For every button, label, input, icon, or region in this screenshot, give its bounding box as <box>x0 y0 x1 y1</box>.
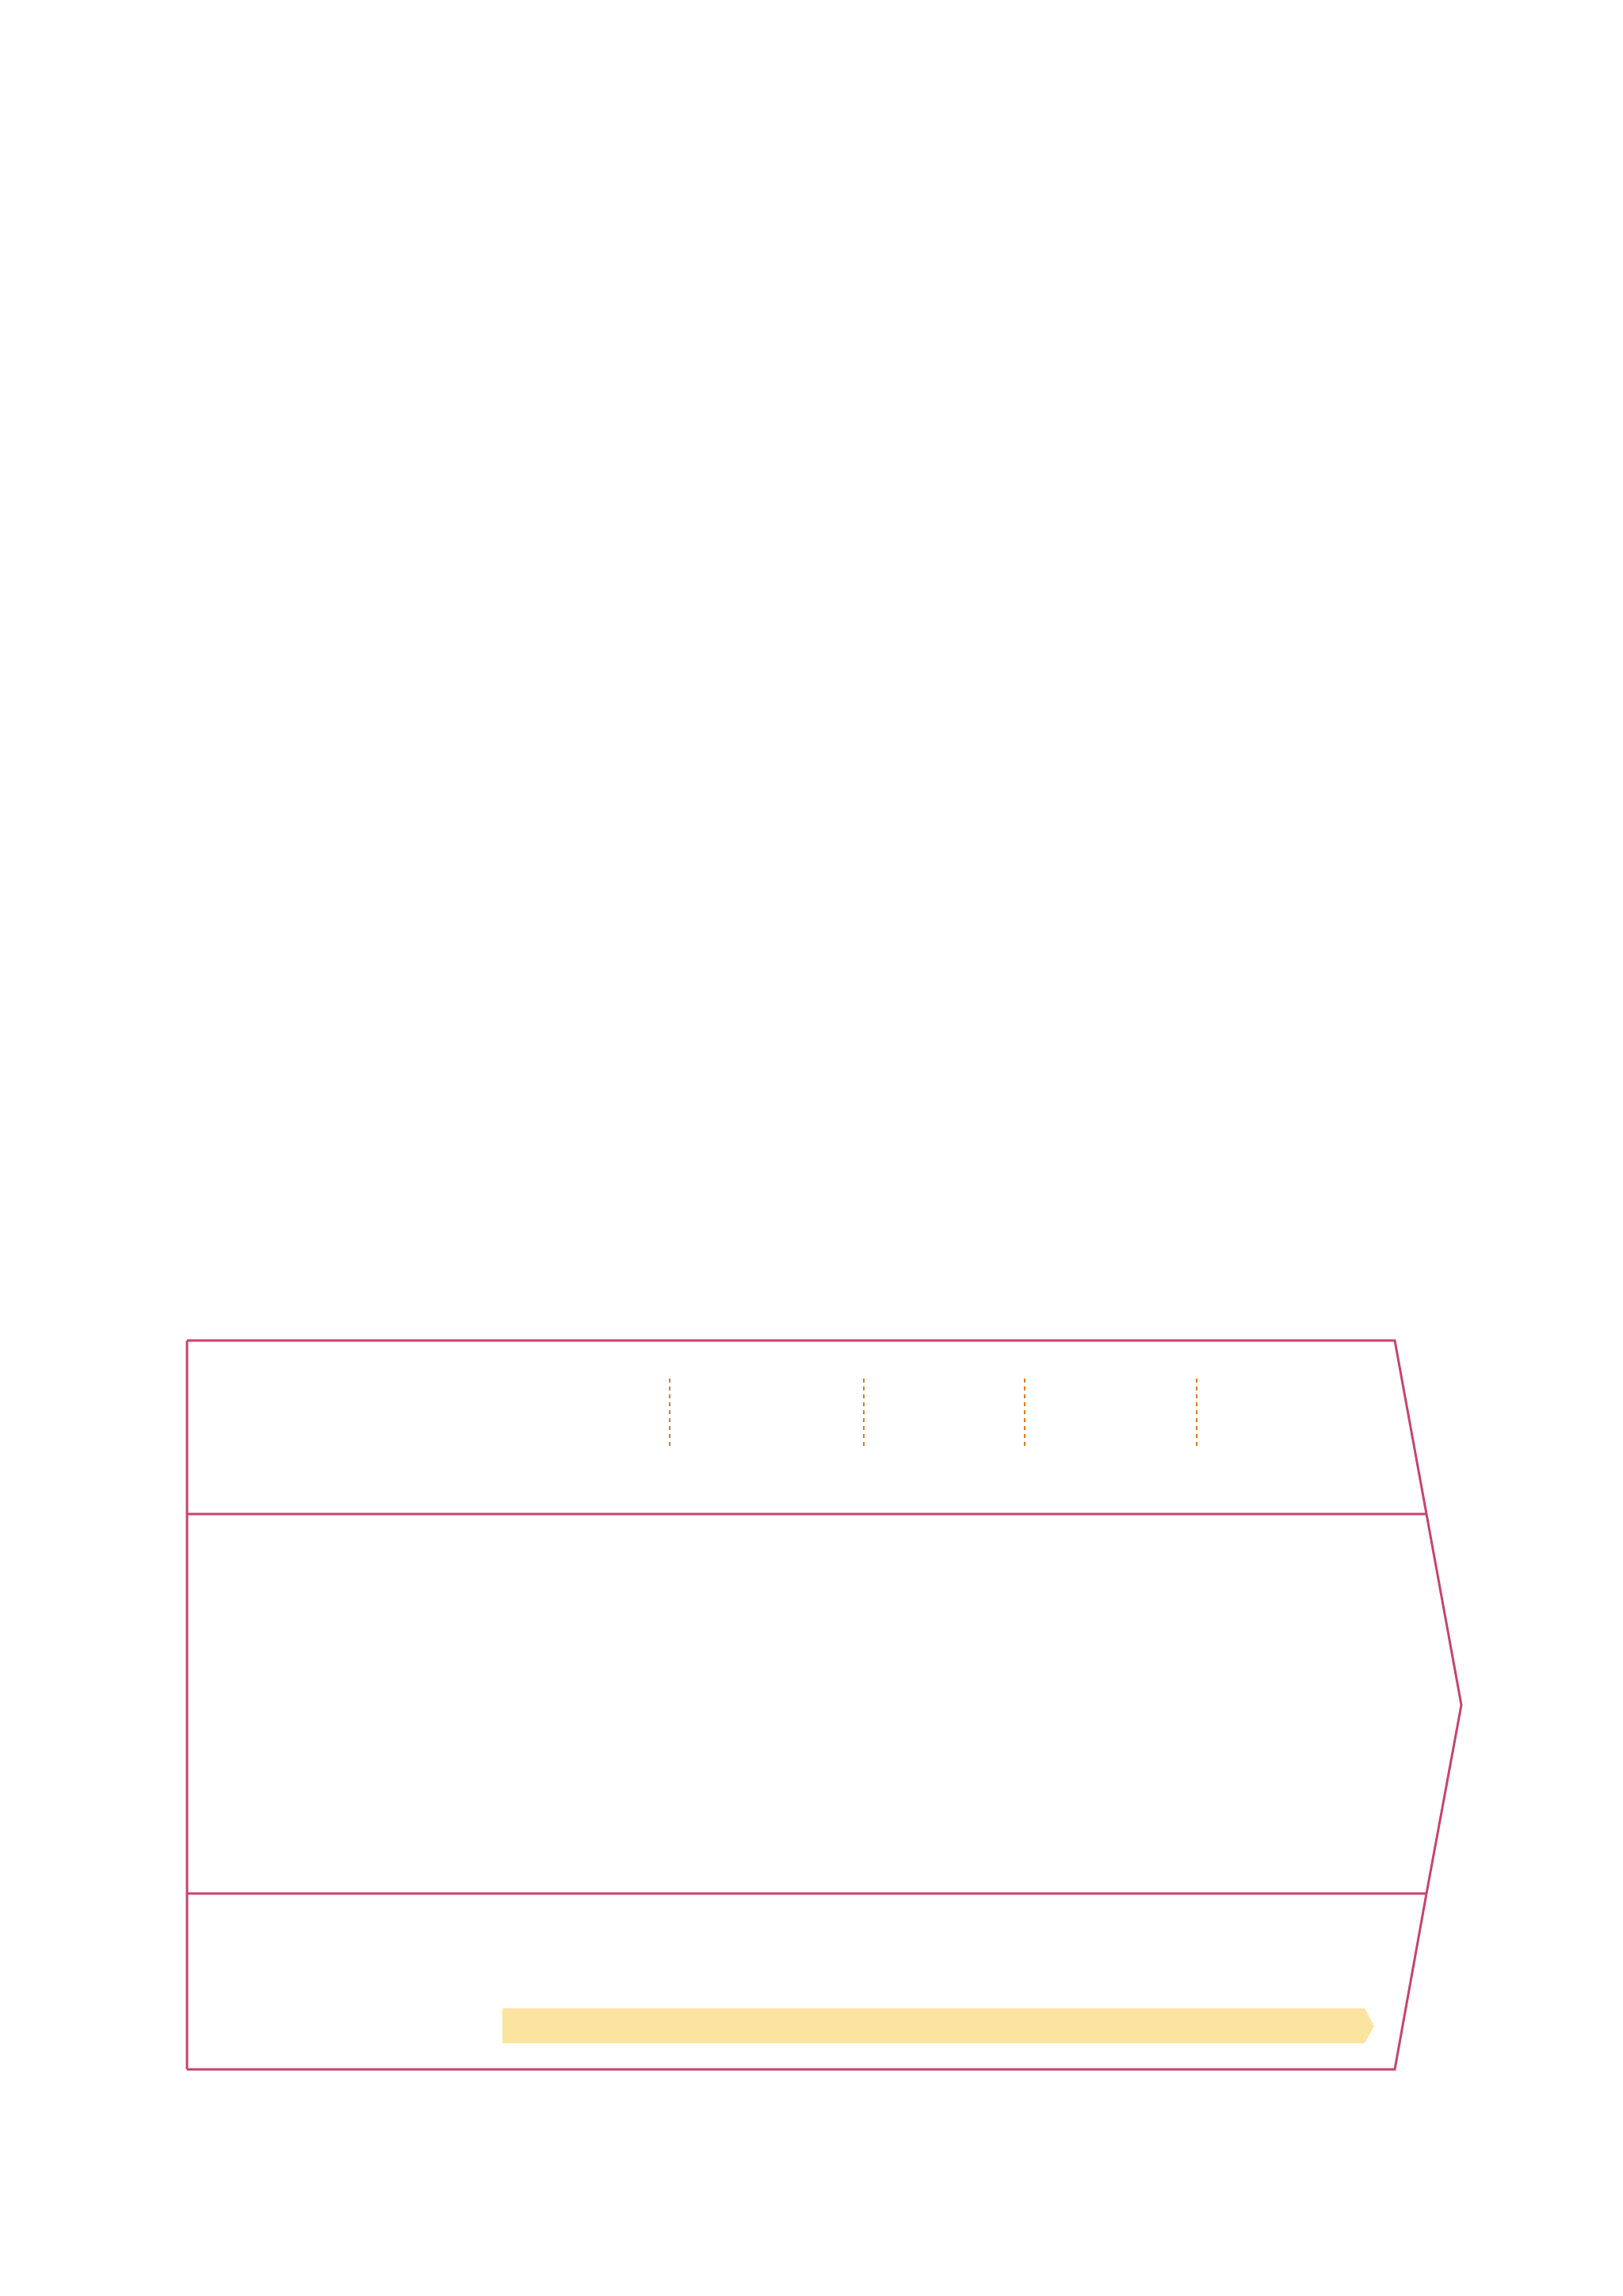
change-management-band <box>502 2008 1374 2043</box>
frame-right-arrow <box>1426 1514 1461 1894</box>
frame-top-outline <box>187 1341 1426 1514</box>
diagram-frame <box>187 1341 1461 2069</box>
